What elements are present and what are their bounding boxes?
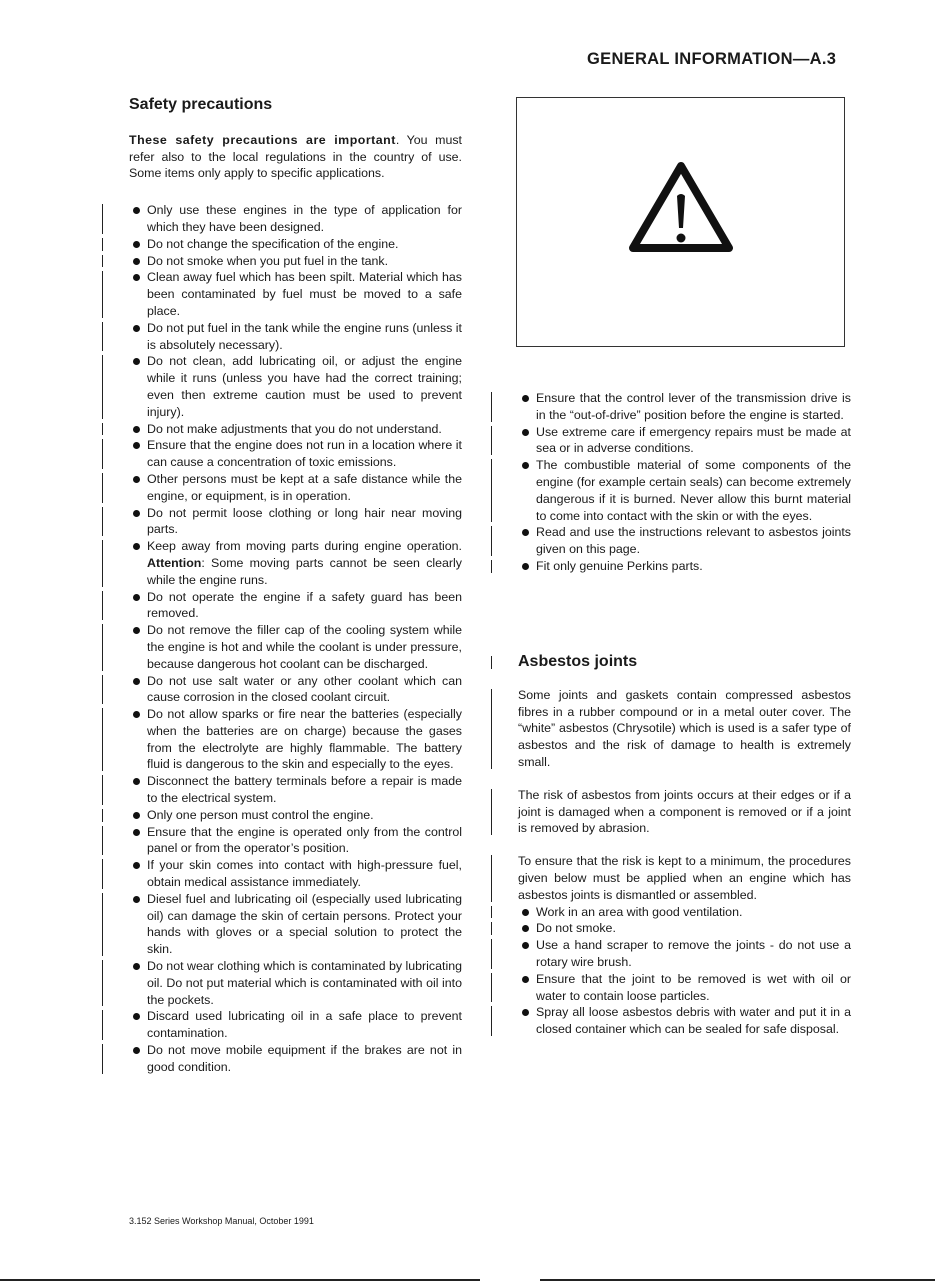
bottom-rule-right bbox=[540, 1279, 935, 1281]
list-item: Clean away fuel which has been spilt. Material which has been contaminated by fuel must be moved to a safe place. bbox=[129, 269, 462, 319]
list-item: Do not allow sparks or fire near the batteries (especially when the batteries are on charge) because the gases from the electrolyte are highly flammable. The battery fluid is dangerous to the skin and especially to the eyes. bbox=[129, 706, 462, 773]
list-item: Do not wear clothing which is contaminated by lubricating oil. Do not put material which is contaminated with oil into the pockets. bbox=[129, 958, 462, 1008]
section-heading: Safety precautions bbox=[129, 96, 273, 113]
bottom-rule-left bbox=[0, 1279, 480, 1281]
list-item: The combustible material of some components of the engine (for example certain seals) can become extremely dangerous if it is burned. Never allow this burnt material to come into contact with the skin or with the eyes. bbox=[518, 457, 851, 524]
list-item-keep-away bbox=[129, 538, 462, 588]
list-item: Ensure that the joint to be removed is wet with oil or water to contain loose particles. bbox=[518, 971, 851, 1005]
paragraph: The risk of asbestos from joints occurs at their edges or if a joint is damaged when a component is removed or if a joint is removed by abrasion. bbox=[518, 787, 851, 836]
safety-list bbox=[129, 202, 462, 1075]
list-item: Use a hand scraper to remove the joints - do not use a rotary wire brush. bbox=[518, 937, 851, 971]
list-item: Do not use salt water or any other coolant which can cause corrosion in the closed coolant circuit. bbox=[129, 673, 462, 707]
list-item: Spray all loose asbestos debris with water and put it in a closed container which can be sealed for safe disposal. bbox=[518, 1004, 851, 1038]
list-item: Do not remove the filler cap of the cooling system while the engine is hot and while the coolant is under pressure, because dangerous hot coolant can be discharged. bbox=[129, 622, 462, 672]
list-item: Do not clean, add lubricating oil, or adjust the engine while it runs (unless you have had the correct training; even then extreme caution must be used to prevent injury). bbox=[129, 353, 462, 420]
text: Keep away from moving parts during engine operation. bbox=[147, 539, 462, 554]
paragraph: Some joints and gaskets contain compressed asbestos fibres in a rubber compound or in a metal outer cover. The “white” asbestos (Chrysotile) which is used is a safer type of asbestos and the risk of damage to health is extremely small. bbox=[518, 687, 851, 769]
text: : Some moving parts cannot be seen clearly while the engine runs. bbox=[147, 555, 462, 587]
list-item: Discard used lubricating oil in a safe place to prevent contamination. bbox=[129, 1008, 462, 1042]
intro-text: . You must refer also to the local regulations in the country of use. Some items only apply to specific applications. bbox=[129, 132, 462, 181]
list-item: Fit only genuine Perkins parts. bbox=[518, 558, 851, 575]
paragraph: To ensure that the risk is kept to a minimum, the procedures given below must be applied when an engine which has asbestos joints is dismantled or assembled. bbox=[518, 854, 851, 902]
right-safety-section bbox=[518, 390, 851, 575]
list-item: Work in an area with good ventilation. bbox=[518, 904, 851, 921]
list-item: Ensure that the engine does not run in a location where it can cause a concentration of toxic emissions. bbox=[129, 437, 462, 471]
list-item: Only use these engines in the type of application for which they have been designed. bbox=[129, 202, 462, 236]
list-item: Ensure that the control lever of the transmission drive is in the “out-of-drive” position before the engine is started. bbox=[518, 390, 851, 424]
list-item: Ensure that the engine is operated only from the control panel or from the operator’s position. bbox=[129, 824, 462, 858]
warning-triangle-icon bbox=[625, 158, 737, 258]
safety-precautions-section bbox=[129, 97, 462, 1076]
list-item: Other persons must be kept at a safe distance while the engine, or equipment, is in operation. bbox=[129, 471, 462, 505]
list-item: If your skin comes into contact with high-pressure fuel, obtain medical assistance immediately. bbox=[129, 857, 462, 891]
intro-bold: These safety precautions are important bbox=[129, 132, 396, 147]
section-heading: Asbestos joints bbox=[518, 654, 851, 671]
list-item: Do not permit loose clothing or long hair near moving parts. bbox=[129, 505, 462, 539]
asbestos-list bbox=[518, 904, 851, 1038]
page-footer: 3.152 Series Workshop Manual, October 1991 bbox=[129, 1216, 314, 1226]
list-item: Do not change the specification of the engine. bbox=[129, 236, 462, 253]
right-safety-list bbox=[518, 390, 851, 575]
list-item: Do not move mobile equipment if the brakes are not in good condition. bbox=[129, 1042, 462, 1076]
list-item: Do not smoke when you put fuel in the tank. bbox=[129, 253, 462, 270]
attention-label: Attention bbox=[147, 555, 202, 570]
list-item: Do not smoke. bbox=[518, 920, 851, 937]
list-item: Read and use the instructions relevant to asbestos joints given on this page. bbox=[518, 524, 851, 558]
list-item: Diesel fuel and lubricating oil (especially used lubricating oil) can damage the skin of certain persons. Protect your hands with gloves or a special solution to protect the skin. bbox=[129, 891, 462, 958]
warning-figure bbox=[516, 97, 845, 347]
intro-paragraph bbox=[129, 132, 462, 182]
list-item: Do not make adjustments that you do not understand. bbox=[129, 421, 462, 438]
list-item: Use extreme care if emergency repairs must be made at sea or in adverse conditions. bbox=[518, 424, 851, 458]
list-item: Do not put fuel in the tank while the engine runs (unless it is absolutely necessary). bbox=[129, 320, 462, 354]
list-item: Only one person must control the engine. bbox=[129, 807, 462, 824]
list-item: Disconnect the battery terminals before a repair is made to the electrical system. bbox=[129, 773, 462, 807]
asbestos-section bbox=[518, 654, 851, 1038]
page-header: GENERAL INFORMATION—A.3 bbox=[587, 50, 837, 68]
list-item: Do not operate the engine if a safety guard has been removed. bbox=[129, 589, 462, 623]
